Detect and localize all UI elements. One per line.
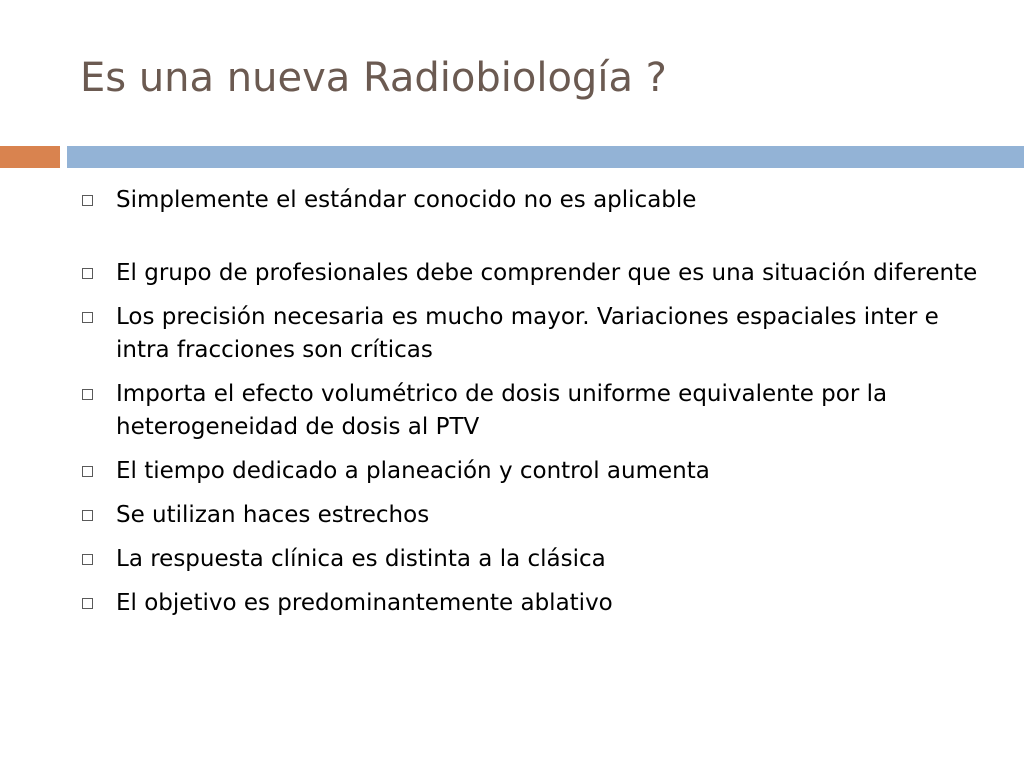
bullet-text: Importa el efecto volumétrico de dosis uniforme equivalente por la heterogeneidad de dosis al PTV [116,381,888,440]
hollow-square-icon [82,268,93,279]
bullet-text: Simplemente el estándar conocido no es aplicable [116,187,697,213]
bullet-item [80,587,980,620]
bullet-item [80,378,980,444]
accent-bar-blue [67,146,1024,168]
bullet-text: La respuesta clínica es distinta a la clásica [116,546,606,572]
hollow-square-icon [82,598,93,609]
bullet-item [80,184,980,217]
hollow-square-icon [82,510,93,521]
hollow-square-icon [82,195,93,206]
bullet-text: El grupo de profesionales debe comprender que es una situación diferente [116,260,978,286]
hollow-square-icon [82,466,93,477]
bullet-list [80,184,980,631]
bullet-item [80,543,980,576]
hollow-square-icon [82,554,93,565]
bullet-text: Los precisión necesaria es mucho mayor. Variaciones espaciales inter e intra fracciones son críticas [116,304,939,363]
bullet-item [80,455,980,488]
accent-bar-orange [0,146,60,168]
bullet-item [80,301,980,367]
bullet-text: El tiempo dedicado a planeación y control aumenta [116,458,710,484]
slide-title: Es una nueva Radiobiología ? [80,55,667,101]
bullet-text: Se utilizan haces estrechos [116,502,430,528]
hollow-square-icon [82,312,93,323]
hollow-square-icon [82,389,93,400]
bullet-item [80,499,980,532]
bullet-item [80,257,980,290]
bullet-text: El objetivo es predominantemente ablativo [116,590,613,616]
